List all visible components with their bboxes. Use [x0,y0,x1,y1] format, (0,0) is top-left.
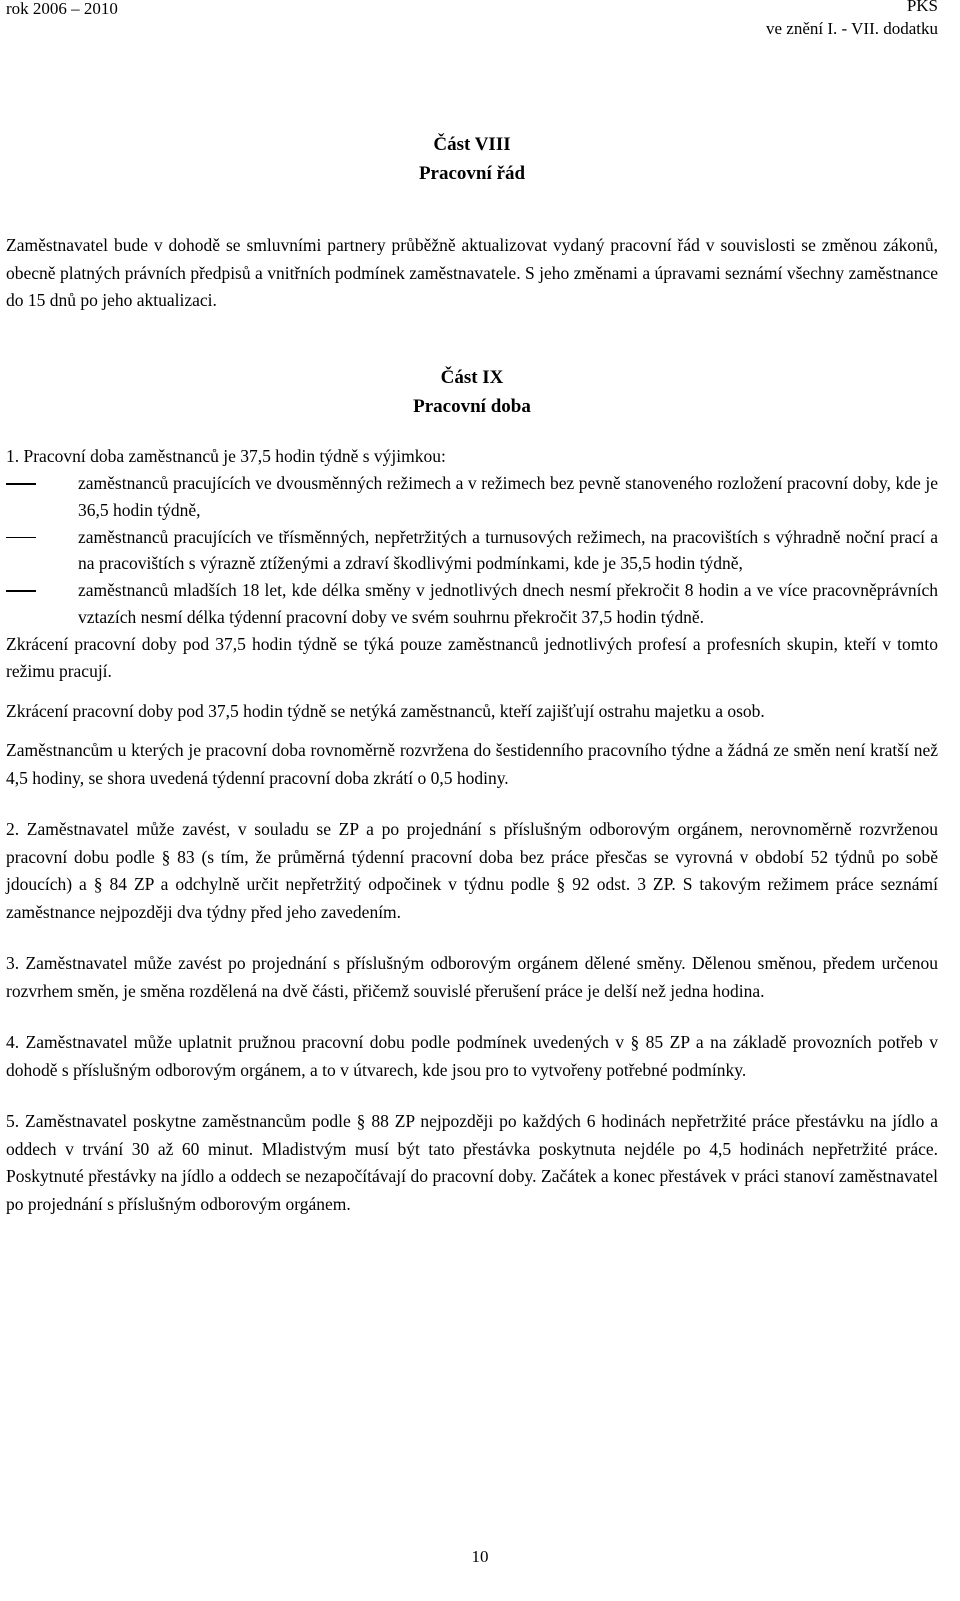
part9-section3: 3. Zaměstnavatel může zavést po projednání s příslušným odborovým orgánem dělené směny. Dělenou směnou, předem určenou rozvrhem směn, je směna rozdělená na dvě části, přičemž souvislé přerušení práce je delší než jedna hodina. [6,953,938,1001]
part9-section1-paragraph-b: Zkrácení pracovní doby pod 37,5 hodin týdně se netýká zaměstnanců, kteří zajišťují ostrahu majetku a osob. [6,700,765,721]
part9-section4: 4. Zaměstnavatel může uplatnit pružnou pracovní dobu podle podmínek uvedených v § 85 ZP a na základě provozních potřeb v dohodě s příslušným odborovým orgánem, a to v útvarech, kde jsou pro to vytvořeny potřebné podmínky. [6,1032,938,1080]
document-body [6,130,938,1218]
part9-subtitle: Pracovní doba [413,395,531,417]
header-right [766,0,938,44]
dash-bullet-icon [6,537,36,539]
part9-section5: 5. Zaměstnavatel poskytne zaměstnancům podle § 88 ZP nejpozději po každých 6 hodinách nepřetržité práce přestávku na jídlo a oddech v trvání 30 až 60 minut. Mladistvým musí být tato přestávka poskytnuta nejdéle po 4,5 hodinách nepřetržité práce. Poskytnuté přestávky na jídlo a oddech se nezapočítávají do pracovní doby. Začátek a konec přestávek v práci stanoví zaměstnavatel po projednání s příslušným odborovým orgánem. [6,1111,938,1214]
part8-paragraph: Zaměstnavatel bude v dohodě se smluvními partnery průběžně aktualizovat vydaný pracovní řád v souvislosti se změnou zákonů, obecně platných právních předpisů a vnitřních podmínek zaměstnavatele. S jeho změnami a úpravami seznámí všechny zaměstnance do 15 dnů po jeho aktualizaci. [6,235,938,310]
page-number: 10 [471,1547,489,1566]
part9-section1-paragraph-c: Zaměstnancům u kterých je pracovní doba rovnoměrně rozvržena do šestidenního pracovního týdne a žádná ze směn není kratší než 4,5 hodiny, se shora uvedená týdenní pracovní doba zkrátí o 0,5 hodiny. [6,740,938,788]
header-amendments: ve znění I. - VII. dodatku [766,19,938,38]
part8-title: Část VIII [433,134,511,155]
dash-bullet-icon [6,483,36,485]
part9-section1-intro: 1. Pracovní doba zaměstnanců je 37,5 hodin týdně s výjimkou: [6,445,446,466]
list-item: zaměstnanců mladších 18 let, kde délka směny v jednotlivých dnech nesmí překročit 8 hodin a ve více pracovněprávních vztazích nesmí délka týdenní pracovní doby ve svém souhrnu překročit 37,5 hodin týdně. [6,577,938,631]
part9-title: Část IX [440,366,504,388]
list-item: zaměstnanců pracujících ve třísměnných, nepřetržitých a turnusových režimech, na pracovištích s výhradně noční prací a na pracovištích s výrazně ztíženými a zdraví škodlivými podmínkami, kde je 35,5 hodin týdně, [6,524,938,578]
list-item: zaměstnanců pracujících ve dvousměnných režimech a v režimech bez pevně stanoveného rozložení pracovní doby, kde je 36,5 hodin týdně, [6,470,938,524]
part9-section2: 2. Zaměstnavatel může zavést, v souladu se ZP a po projednání s příslušným odborovým orgánem, nerovnoměrně rozvrženou pracovní dobu podle § 83 (s tím, že průměrná týdenní pracovní doba bez práce přesčas se vyrovná v období 52 týdnů po sobě jdoucích) a § 84 ZP a odchylně určit nepřetržitý odpočinek v týdnu podle § 92 odst. 3 ZP. S takovým režimem práce seznámí zaměstnance nejpozději dva týdny před jeho zavedením. [6,819,938,922]
part9-section1-paragraph-a: Zkrácení pracovní doby pod 37,5 hodin týdně se týká pouze zaměstnanců jednotlivých profesí a profesních skupin, kteří v tomto režimu pracují. [6,633,938,682]
header-period: rok 2006 – 2010 [6,0,118,18]
header-doc-code: PKS [906,0,938,15]
exception-list [6,470,938,631]
dash-bullet-icon [6,590,36,592]
part8-subtitle: Pracovní řád [418,163,526,184]
